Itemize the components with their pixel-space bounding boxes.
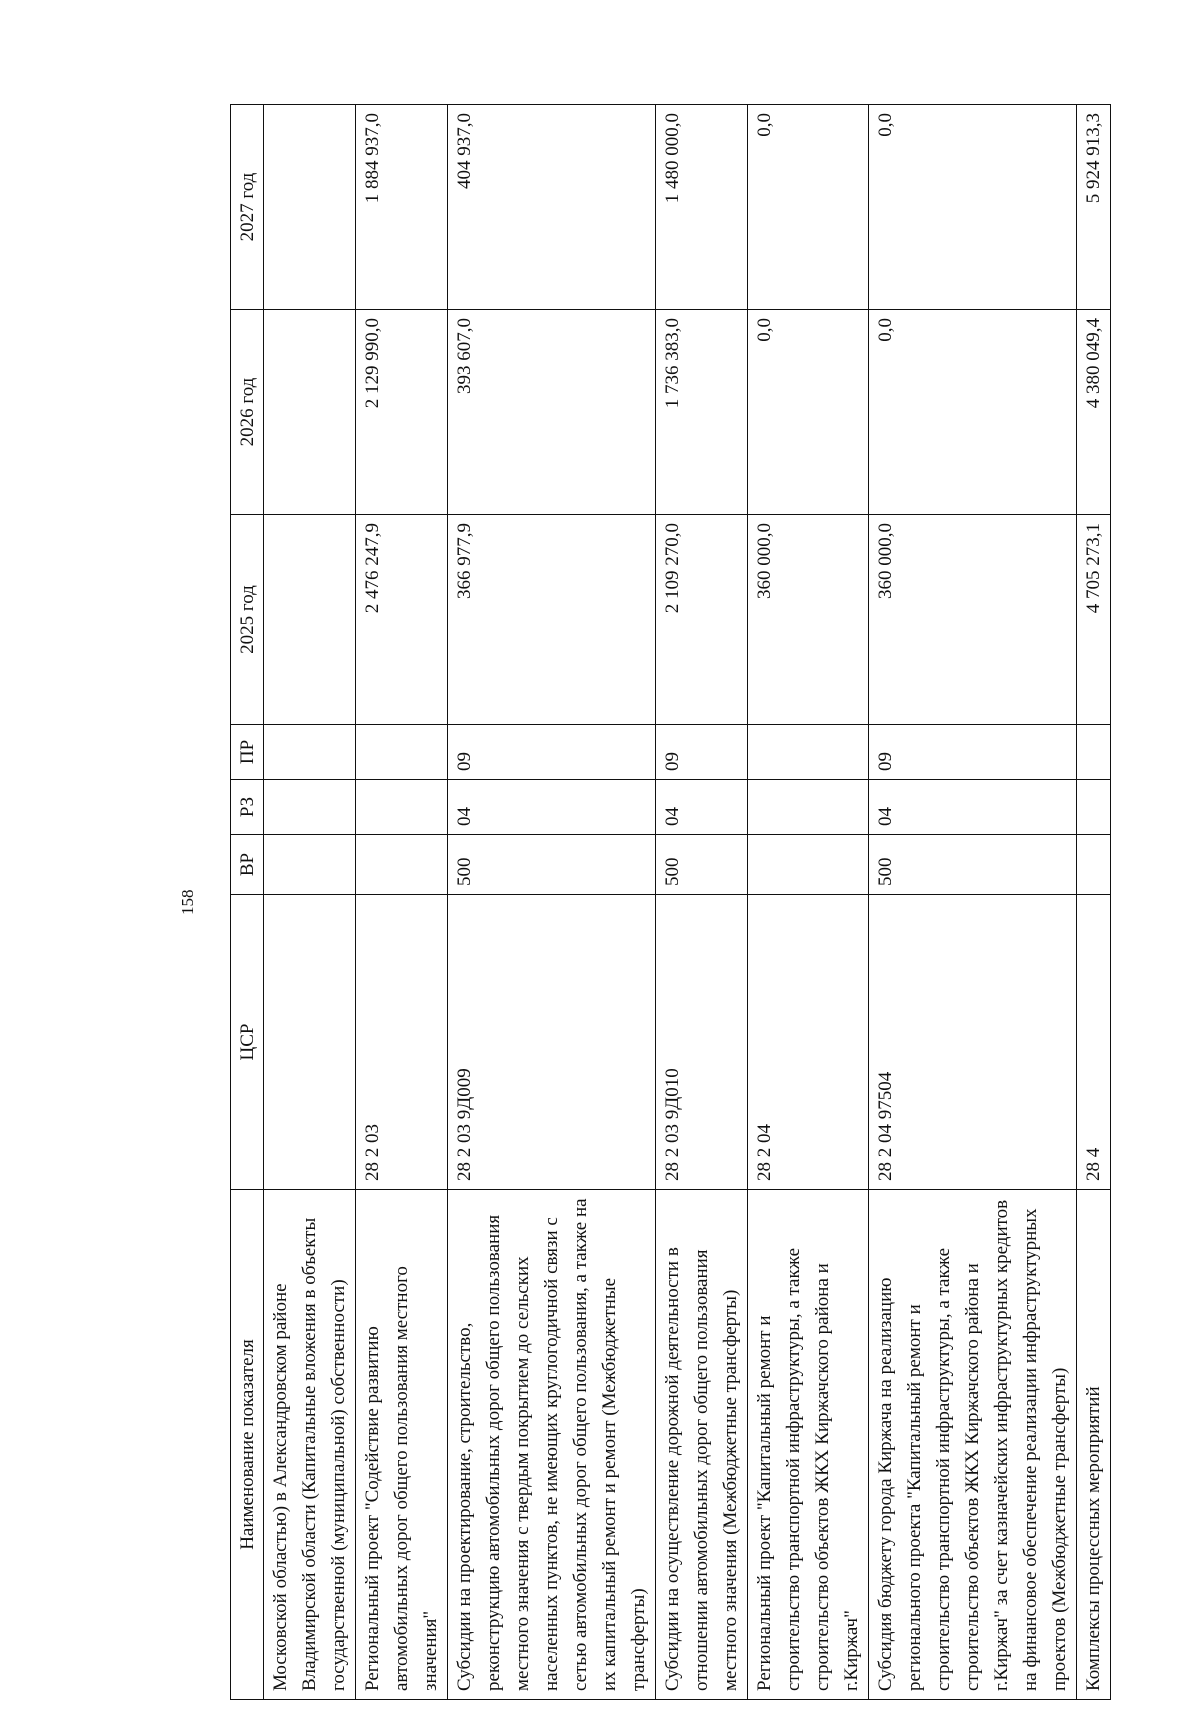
cell-2025: 360 000,0 [869, 515, 1077, 725]
cell-rz [748, 780, 869, 835]
cell-rz [1077, 780, 1111, 835]
cell-2027: 0,0 [748, 105, 869, 310]
cell-pr: 09 [656, 725, 748, 780]
cell-pr [264, 725, 356, 780]
cell-csr: 28 2 04 [748, 895, 869, 1190]
cell-name: Комплексы процессных мероприятий [1077, 1190, 1111, 1700]
cell-pr [356, 725, 448, 780]
cell-csr: 28 2 04 97504 [869, 895, 1077, 1190]
cell-pr [1077, 725, 1111, 780]
table-row [656, 105, 748, 1700]
table-header-row [231, 105, 264, 1700]
cell-2027 [264, 105, 356, 310]
cell-2026: 393 607,0 [448, 310, 656, 515]
cell-2026: 2 129 990,0 [356, 310, 448, 515]
budget-table [230, 104, 1111, 1700]
cell-2027: 0,0 [869, 105, 1077, 310]
header-csr: ЦСР [231, 895, 264, 1190]
cell-rz: 04 [869, 780, 1077, 835]
cell-rz: 04 [656, 780, 748, 835]
cell-2026: 0,0 [869, 310, 1077, 515]
cell-rz [356, 780, 448, 835]
cell-2027: 404 937,0 [448, 105, 656, 310]
cell-2027: 1 884 937,0 [356, 105, 448, 310]
cell-name: Субсидии на проектирование, строительство, реконструкцию автомобильных дорог общего пользования местного значения с твердым покрытием до сельских населенных пунктов, не имеющих круглогодичной связи с сетью автомобильных дорог общего пользования, а также на их капитальный ремонт и ремонт (Межбюджетные трансферты) [448, 1190, 656, 1700]
header-2026: 2026 год [231, 310, 264, 515]
header-vr: ВР [231, 835, 264, 895]
cell-vr: 500 [656, 835, 748, 895]
cell-csr [264, 895, 356, 1190]
cell-vr [356, 835, 448, 895]
cell-vr: 500 [448, 835, 656, 895]
cell-vr [748, 835, 869, 895]
header-pr: ПР [231, 725, 264, 780]
header-rz: РЗ [231, 780, 264, 835]
cell-2025 [264, 515, 356, 725]
cell-name: Региональный проект "Капитальный ремонт и строительство транспортной инфраструктуры, а также строительство объектов ЖКХ Киржачского района и г.Киржач" [748, 1190, 869, 1700]
cell-vr [264, 835, 356, 895]
rotated-page [170, 85, 1105, 1705]
cell-2025: 366 977,9 [448, 515, 656, 725]
header-2025: 2025 год [231, 515, 264, 725]
cell-2027: 1 480 000,0 [656, 105, 748, 310]
cell-2027: 5 924 913,3 [1077, 105, 1111, 310]
cell-2026: 4 380 049,4 [1077, 310, 1111, 515]
table-row [356, 105, 448, 1700]
cell-name: Региональный проект "Содействие развитию автомобильных дорог общего пользования местного значения" [356, 1190, 448, 1700]
cell-csr: 28 4 [1077, 895, 1111, 1190]
cell-2026: 0,0 [748, 310, 869, 515]
cell-vr [1077, 835, 1111, 895]
cell-2025: 2 476 247,9 [356, 515, 448, 725]
header-2027: 2027 год [231, 105, 264, 310]
cell-csr: 28 2 03 9Д010 [656, 895, 748, 1190]
cell-pr: 09 [869, 725, 1077, 780]
table-row [1077, 105, 1111, 1700]
cell-rz: 04 [448, 780, 656, 835]
table-row [264, 105, 356, 1700]
cell-pr: 09 [448, 725, 656, 780]
cell-2025: 4 705 273,1 [1077, 515, 1111, 725]
cell-2026: 1 736 383,0 [656, 310, 748, 515]
cell-csr: 28 2 03 [356, 895, 448, 1190]
cell-2026 [264, 310, 356, 515]
cell-name: Субсидии на осуществление дорожной деятельности в отношении автомобильных дорог общего пользования местного значения (Межбюджетные трансферты) [656, 1190, 748, 1700]
table-row [869, 105, 1077, 1700]
header-name: Наименование показателя [231, 1190, 264, 1700]
cell-pr [748, 725, 869, 780]
page-number: 158 [178, 889, 197, 915]
cell-name: Субсидия бюджету города Киржача на реализацию регионального проекта "Капитальный ремонт и строительство транспортной инфраструктуры, а также строительство объектов ЖКХ Киржачского района и г.Киржач" за счет казначейских инфраструктурных кредитов на финансовое обеспечение реализации инфраструктурных проектов (Межбюджетные трансферты) [869, 1190, 1077, 1700]
cell-rz [264, 780, 356, 835]
cell-name: Московской областью) в Александровском районе Владимирской области (Капитальные вложения в объекты государственной (муниципальной) собственности) [264, 1190, 356, 1700]
cell-csr: 28 2 03 9Д009 [448, 895, 656, 1190]
table-row [748, 105, 869, 1700]
table-row [448, 105, 656, 1700]
cell-2025: 360 000,0 [748, 515, 869, 725]
cell-vr: 500 [869, 835, 1077, 895]
cell-2025: 2 109 270,0 [656, 515, 748, 725]
